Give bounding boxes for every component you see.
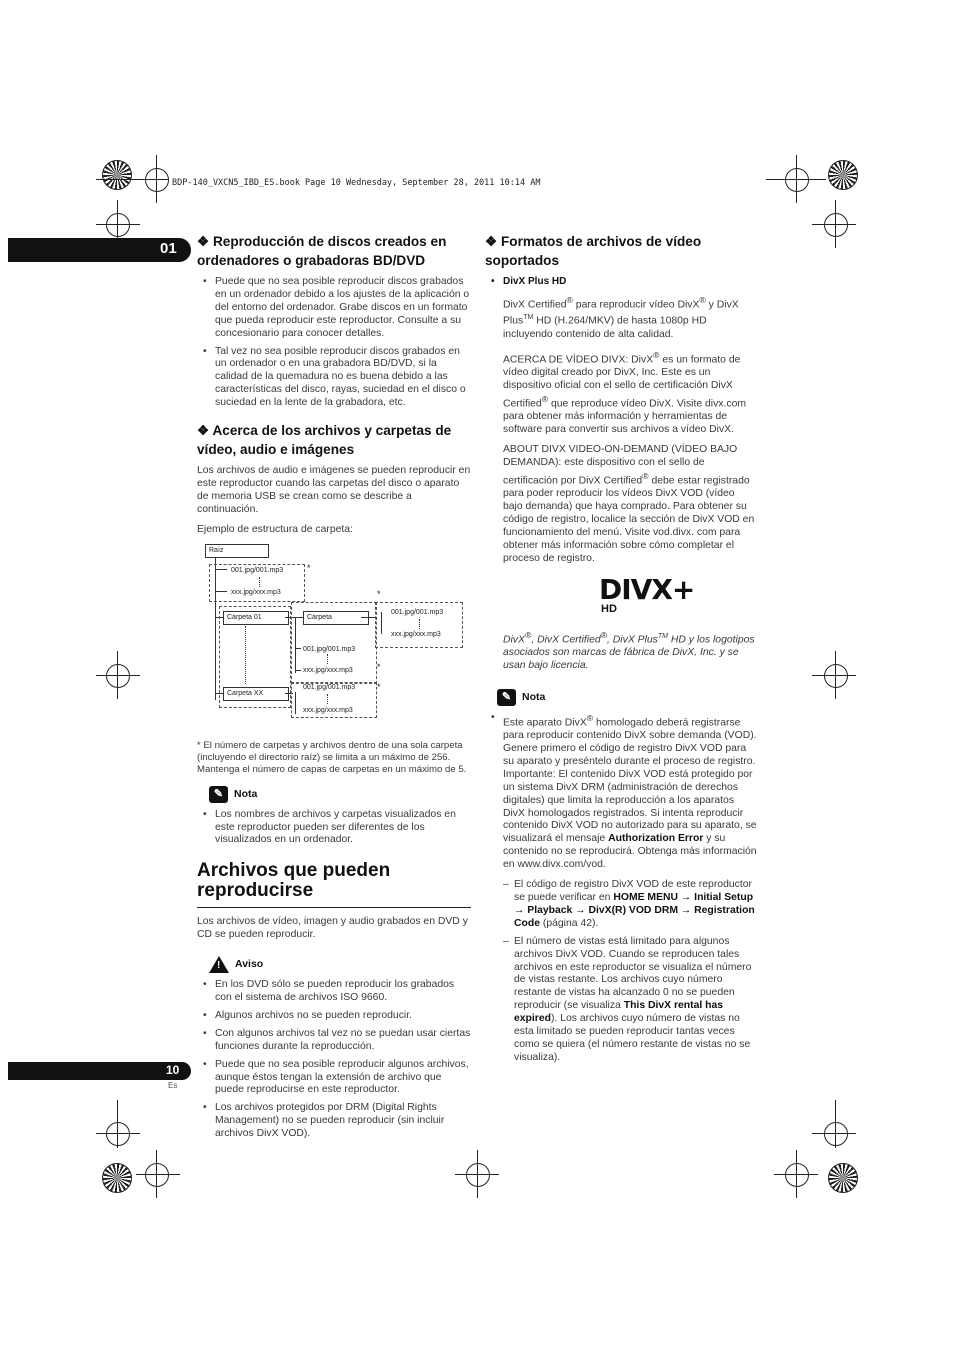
crosshair-mark [106,664,130,688]
list-item: • Los nombres de archivos y carpetas visualizados en este reproductor pueden ser diferentes de los visualizados en un ordenador. [197,809,471,848]
book-info-line: BDP-140_VXCN5_IBD_ES.book Page 10 Wednesday, September 28, 2011 10:14 AM [172,178,541,188]
registration-star-mark [828,1163,858,1193]
folder-box: Carpeta [303,611,369,625]
note-header: ✎ Nota [497,689,757,706]
list-item: • Algunos archivos no se pueden reproducir. [197,1010,471,1023]
file-label: xxx.jpg/xxx.mp3 [303,666,353,674]
folder-xx-box: Carpeta XX [223,687,289,701]
dash-list [485,879,757,1065]
crosshair-mark [145,168,169,192]
warning-header: ! Aviso [209,956,471,973]
crosshair-mark [145,1163,169,1187]
list-item: • DivX Plus HD [485,276,757,289]
file-label: xxx.jpg/xxx.mp3 [231,588,281,596]
file-label: xxx.jpg/xxx.mp3 [391,630,441,638]
paragraph: Ejemplo de estructura de carpeta: [197,523,353,535]
folder-01-box: Carpeta 01 [223,611,289,625]
list-item: • Tal vez no sea posible reproducir discos grabados en un ordenador o en una grabadora BD/DVD, si la calidad de la quemadura no es buena debido a las características del disco, rayas, suciedad en el disco o suciedad en la lente de la grabadora, etc. [197,346,471,411]
bullet-list [197,276,471,410]
pencil-icon: ✎ [497,689,516,706]
paragraph: ABOUT DIVX VIDEO-ON-DEMAND (VÍDEO BAJO DEMANDA): este dispositivo con el sello de certificación por DivX Certified® debe estar registrado para poder reproducir los vídeos DivX VOD (vídeo bajo demanda) que haya comprado. Para obtener su código de registro, localice la sección de DivX VOD en funcionamiento del menú. Visite vod.divx. com para obtener más información sobre cómo completar el proceso de registro. [503,443,755,564]
crosshair-mark [824,1122,848,1146]
folder-structure-diagram: Raíz 001.jpg/001.mp3 xxx.jpg/xxx.mp3 * Carpeta 01 Carpeta XX Carpeta 001.jpg/001.mp3 xxx.jpg/xxx.mp3 * 001.jpg/001.mp3 xxx.jpg/xxx.mp3 * 001.jpg/001.mp3 xxx.jpg/xxx.mp3 * [197,544,471,734]
list-item: • Con algunos archivos tal vez no se puedan usar ciertas funciones durante la reproducción. [197,1028,471,1054]
note-list [485,712,757,872]
section-title: ❖ Reproducción de discos creados en ordenadores o grabadoras BD/DVD [197,234,447,268]
list-item: • Puede que no sea posible reproducir algunos archivos, aunque éstos tengan la extensión de archivo que puede reproducirse en este reproductor. [197,1059,471,1098]
paragraph: Los archivos de vídeo, imagen y audio grabados en DVD y CD se pueden reproducir. [197,916,468,941]
root-folder-box: Raíz [205,544,269,558]
list-item: • Los archivos protegidos por DRM (Digital Rights Management) no se pueden reproducir (sin incluir archivos DivX VOD). [197,1102,471,1141]
crosshair-mark [785,168,809,192]
section-title: ❖ Formatos de archivos de vídeo soportados [485,234,702,268]
divx-plus-hd-logo: DIVX+ HD [599,572,695,615]
file-label: 001.jpg/001.mp3 [391,608,444,616]
warning-list [197,979,471,1141]
section-title: ❖ Acerca de los archivos y carpetas de vídeo, audio e imágenes [197,423,452,457]
crosshair-mark [106,213,130,237]
paragraph: DivX Certified® para reproducir vídeo DivX® y DivX Plus™ HD (H.264/MKV) de hasta 1080p HD incluyendo contenido de alta calidad. [503,294,739,340]
file-label: xxx.jpg/xxx.mp3 [303,706,353,714]
file-label: 001.jpg/001.mp3 [303,683,356,691]
list-item: – El código de registro DivX VOD de este reproductor se puede verificar en HOME MENU → Initial Setup → Playback → DivX(R) VOD DRM → Registration Code (página 42). [485,879,757,931]
crosshair-mark [785,1163,809,1187]
chapter-number: 01 [160,240,177,257]
list-item: • En los DVD sólo se pueden reproducir los grabados con el sistema de archivos ISO 9660. [197,979,471,1005]
bullet-list [485,276,757,289]
paragraph: Los archivos de audio e imágenes se pueden reproducir en este reproductor cuando las carpetas del disco o aparato de memoria USB se crean como se describe a continuación. [197,465,471,515]
file-label: 001.jpg/001.mp3 [231,566,284,574]
crosshair-mark [824,213,848,237]
page-title: Archivos que pueden reproducirse [197,861,471,908]
registration-star-mark [102,1163,132,1193]
pencil-icon: ✎ [209,786,228,803]
warning-icon: ! [209,956,229,973]
list-item: • Este aparato DivX® homologado deberá registrarse para reproducir contenido DivX sobre demanda (VOD). Genere primero el código de registro DivX VOD para su aparato y preséntelo durante el proceso de registro. Importante: El contenido DivX VOD está protegido por un sistema DivX DRM (administración de derechos digitales) que limita la reproducción a los aparatos DivX homologados registrados. Si intenta reproducir contenido DivX VOD no autorizado para su aparato, se visualizará el mensaje Authorization Error y su contenido no se reproducirá. Obtenga más información en www.divx.com/vod. [485,712,757,872]
right-column [485,233,757,1072]
page-number-tab [8,1062,191,1080]
crosshair-mark [466,1163,490,1187]
registration-star-mark [828,160,858,190]
trademark-notice: DivX®, DivX Certified®, DivX Plus™ HD y los logotipos asociados son marcas de fábrica de DivX, Inc. y se usan bajo licencia. [503,629,755,671]
note-list [197,809,471,848]
page-number: 10 [166,1063,180,1077]
left-column [197,233,471,1148]
paragraph: ACERCA DE VÍDEO DIVX: DivX® es un formato de vídeo digital creado por DivX, Inc. Este es un dispositivo oficial con el sello de certificación DivX Certified® que reproduce vídeo DivX. Visite divx.com para obtener más información y herramientas de software para convertir sus archivos a vídeo DivX. [503,349,746,436]
file-label: 001.jpg/001.mp3 [303,645,356,653]
crosshair-mark [824,664,848,688]
list-item: – El número de vistas está limitado para algunos archivos DivX VOD. Cuando se reproducen tales archivos en este reproductor se visualiza el número de vistas restante. Los archivos cuyo número restante de vistas ha alcanzado 0 no se pueden reproducir (se visualiza This DivX rental has expired). Los archivos cuyo número de vistas no esta limitado se pueden reproducir tantas veces como se quiera (el número restante de vistas no se visualiza). [485,936,757,1065]
note-header: ✎ Nota [209,786,471,803]
list-item: • Puede que no sea posible reproducir discos grabados en un ordenador debido a los ajustes de la aplicación o del entorno del ordenador. Grabe discos en un formato que pueda reproducir este reproductor. Consulte a su concesionario para conocer detalles. [197,276,471,341]
footnote: * El número de carpetas y archivos dentro de una sola carpeta (incluyendo el directorio raíz) se limita a un máximo de 256. Mantenga el número de capas de carpetas en un máximo de 5. [197,739,467,775]
registration-star-mark [102,160,132,190]
language-code: Es [168,1081,178,1090]
crosshair-mark [106,1122,130,1146]
